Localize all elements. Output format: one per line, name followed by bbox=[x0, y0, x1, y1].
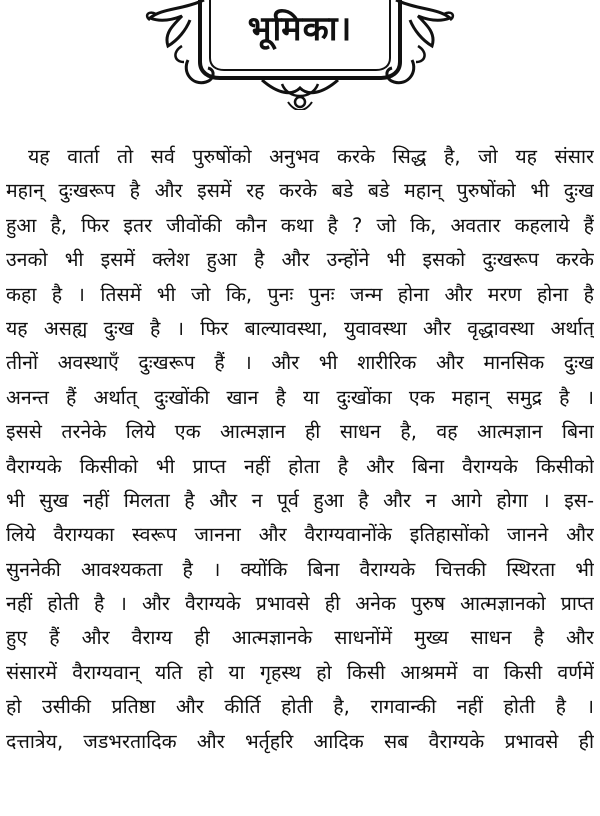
text-line: दत्तात्रेय, जडभरतादिक और भर्तृहरि आदिक सब वैराग्यके प्रभावसे ही bbox=[6, 729, 594, 753]
text-line: यह असह्य दुःख है । फिर बाल्यावस्था, युवावस्था और वृद्धावस्था अर्थात् bbox=[6, 316, 594, 340]
preface-paragraph bbox=[6, 140, 594, 759]
text-line: महान् दुःखरूप है और इसमें रह करके बडे बडे महान् पुरुषोंको भी दुःख bbox=[6, 179, 594, 203]
text-line: नहीं होती है । और वैराग्यके प्रभावसे ही अनेक पुरुष आत्मज्ञानको प्राप्त bbox=[6, 592, 594, 616]
page-title: भूमिका। bbox=[247, 9, 353, 49]
text-line: हो उसीकी प्रतिष्ठा और कीर्ति होती है, रागवान्की नहीं होती है । bbox=[6, 695, 594, 719]
text-line: वैराग्यके किसीको भी प्राप्त नहीं होता है और बिना वैराग्यके किसीको bbox=[6, 454, 594, 478]
text-line: उनको भी इसमें क्लेश हुआ है और उन्होंने भी इसको दुःखरूप करके bbox=[6, 248, 594, 272]
text-line: हुए हैं और वैराग्य ही आत्मज्ञानके साधनोंमें मुख्य साधन है और bbox=[6, 626, 594, 650]
title-cartouche bbox=[142, 0, 458, 110]
text-line: इससे तरनेके लिये एक आत्मज्ञान ही साधन है, वह आत्मज्ञान बिना bbox=[6, 420, 594, 444]
text-line: हुआ है, फिर इतर जीवोंकी कौन कथा है ? जो कि, अवतार कहलाये हैं bbox=[6, 213, 594, 237]
text-line: अनन्त हैं अर्थात् दुःखोंकी खान है या दुःखोंका एक महान् समुद्र है । bbox=[6, 385, 594, 409]
text-line: यह वार्ता तो सर्व पुरुषोंको अनुभव करके सिद्ध है, जो यह संसार bbox=[28, 145, 594, 168]
text-line: सुननेकी आवश्यकता है । क्योंकि बिना वैराग्यके चित्तकी स्थिरता भी bbox=[6, 557, 594, 581]
text-line: भी सुख नहीं मिलता है और न पूर्व हुआ है और न आगे होगा । इस- bbox=[6, 488, 594, 512]
text-line: संसारमें वैराग्यवान् यति हो या गृहस्थ हो किसी आश्रममें वा किसी वर्णमें bbox=[6, 660, 594, 684]
text-line: तीनों अवस्थाएँ दुःखरूप हैं । और भी शारीरिक और मानसिक दुःख bbox=[6, 351, 594, 375]
text-line: लिये वैराग्यका स्वरूप जानना और वैराग्यवानोंके इतिहासोंको जानने और bbox=[6, 523, 594, 547]
text-line: कहा है । तिसमें भी जो कि, पुनः पुनः जन्म होना और मरण होना है bbox=[6, 282, 594, 306]
